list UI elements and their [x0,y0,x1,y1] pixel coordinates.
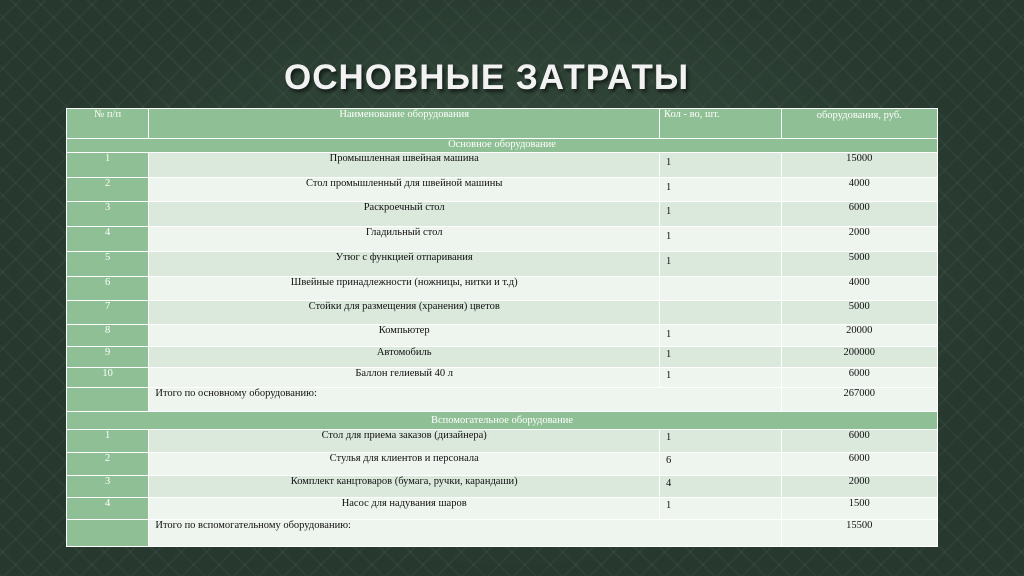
table-row [67,227,938,252]
row-num: 9 [67,347,149,368]
row-num: 7 [67,301,149,325]
row-price: 2000 [781,227,938,252]
row-name: Швейные принадлежности (ножницы, нитки и т.д) [149,277,660,301]
row-qty: 4 [660,476,781,498]
row-price: 15000 [781,153,938,178]
row-num: 5 [67,252,149,277]
row-name: Стол для приема заказов (дизайнера) [149,430,660,453]
table-row [67,277,938,301]
header-qty: Кол - во, шт. [660,109,781,139]
row-price: 5000 [781,252,938,277]
row-qty: 1 [660,153,781,178]
row-num: 8 [67,325,149,347]
row-num: 4 [67,498,149,520]
table-row [67,301,938,325]
header-price: оборудования, руб. [781,109,938,139]
row-num: 2 [67,453,149,476]
total-num-cell [67,388,149,412]
table-row [67,178,938,202]
section-header-aux [67,412,938,430]
row-price: 6000 [781,368,938,388]
header-num: № п/п [67,109,149,139]
section-label-main: Основное оборудование [67,139,938,153]
row-price: 5000 [781,301,938,325]
row-name: Гладильный стол [149,227,660,252]
row-name: Утюг с функцией отпаривания [149,252,660,277]
row-name: Баллон гелиевый 40 л [149,368,660,388]
row-qty: 1 [660,430,781,453]
row-qty: 1 [660,347,781,368]
header-name: Наименование оборудования [149,109,660,139]
cost-table [66,108,938,547]
table-row [67,476,938,498]
table-row [67,153,938,178]
row-qty [660,277,781,301]
row-price: 6000 [781,430,938,453]
row-price: 2000 [781,476,938,498]
row-name: Раскроечный стол [149,202,660,227]
row-qty: 1 [660,202,781,227]
table-row [67,202,938,227]
row-num: 6 [67,277,149,301]
total-row-main [67,388,938,412]
total-label-aux: Итого по вспомогательному оборудованию: [149,520,781,547]
row-qty: 1 [660,368,781,388]
row-qty [660,301,781,325]
table-row [67,498,938,520]
row-num: 10 [67,368,149,388]
row-num: 1 [67,430,149,453]
row-name: Насос для надувания шаров [149,498,660,520]
table-row [67,325,938,347]
row-price: 200000 [781,347,938,368]
slide-title: ОСНОВНЫЕ ЗАТРАТЫ [284,58,690,97]
row-num: 3 [67,202,149,227]
row-name: Стулья для клиентов и персонала [149,453,660,476]
row-num: 3 [67,476,149,498]
table-row [67,368,938,388]
table-row [67,430,938,453]
table-row [67,252,938,277]
row-qty: 1 [660,178,781,202]
row-name: Стойки для размещения (хранения) цветов [149,301,660,325]
row-name: Компьютер [149,325,660,347]
row-num: 4 [67,227,149,252]
row-qty: 1 [660,252,781,277]
row-qty: 6 [660,453,781,476]
row-name: Промышленная швейная машина [149,153,660,178]
section-header-main [67,139,938,153]
row-price: 6000 [781,202,938,227]
total-row-aux [67,520,938,547]
table-row [67,347,938,368]
total-num-cell [67,520,149,547]
row-qty: 1 [660,227,781,252]
table-row [67,453,938,476]
row-price: 4000 [781,178,938,202]
row-name: Комплект канцтоваров (бумага, ручки, карандаши) [149,476,660,498]
total-value-main: 267000 [781,388,938,412]
row-qty: 1 [660,498,781,520]
row-price: 20000 [781,325,938,347]
section-label-aux: Вспомогательное оборудование [67,412,938,430]
row-name: Автомобиль [149,347,660,368]
total-label-main: Итого по основному оборудованию: [149,388,781,412]
row-name: Стол промышленный для швейной машины [149,178,660,202]
table-header-row [67,109,938,139]
row-qty: 1 [660,325,781,347]
row-num: 1 [67,153,149,178]
row-price: 4000 [781,277,938,301]
total-value-aux: 15500 [781,520,938,547]
row-price: 6000 [781,453,938,476]
row-price: 1500 [781,498,938,520]
row-num: 2 [67,178,149,202]
